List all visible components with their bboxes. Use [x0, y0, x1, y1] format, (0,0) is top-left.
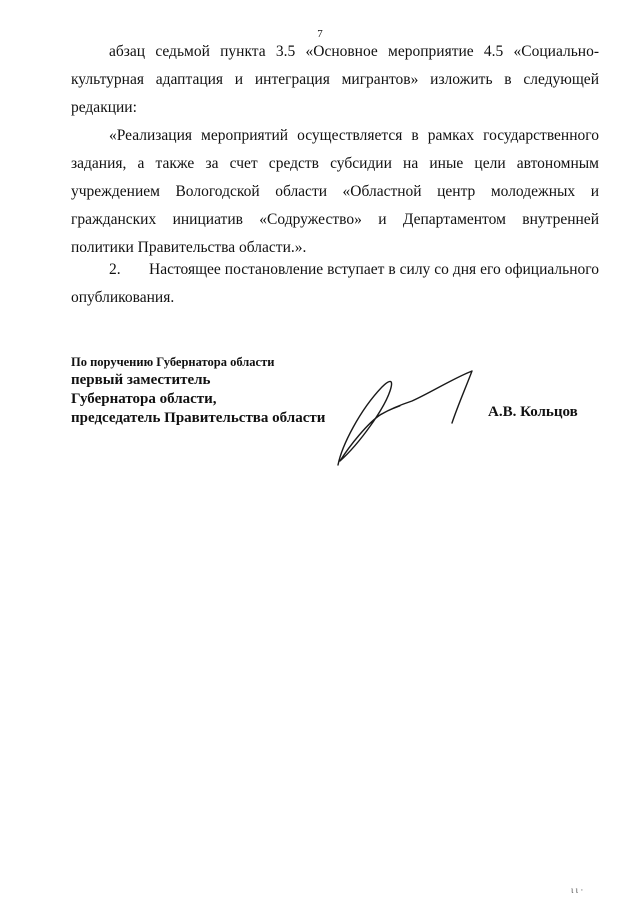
signatory-authority-line: По поручению Губернатора области: [71, 355, 275, 369]
paragraph-number: 2.: [109, 261, 121, 278]
footer-scan-mark: ι ι ·: [571, 885, 584, 895]
paragraph-effective-date: [71, 256, 599, 312]
page-number: 7: [317, 28, 323, 40]
signatory-position-line-1: первый заместитель: [71, 372, 211, 388]
handwritten-signature: [330, 365, 480, 470]
signer-name: А.В. Кольцов: [488, 404, 578, 420]
paragraph-effective-date-text: Настоящее постановление вступает в силу со дня его официального опубликования.: [71, 261, 599, 306]
paragraph-quoted-text: «Реализация мероприятий осуществляется в рамках государственного задания, а также за счет средств субсидии на иные цели автономным учреждением Вологодской области «Областной центр молодежных и гражданских инициатив «Содружество» и Департаментом внутренней политики Правительства области.».: [71, 127, 599, 256]
signatory-position-line-2: Губернатора области,: [71, 391, 217, 407]
paragraph-amendment-intro: абзац седьмой пункта 3.5 «Основное мероприятие 4.5 «Социально-культурная адаптация и интеграция мигрантов» изложить в следующей редакции:: [71, 43, 599, 116]
signatory-position-line-3: председатель Правительства области: [71, 410, 326, 426]
signatory-title-block: [71, 353, 325, 428]
